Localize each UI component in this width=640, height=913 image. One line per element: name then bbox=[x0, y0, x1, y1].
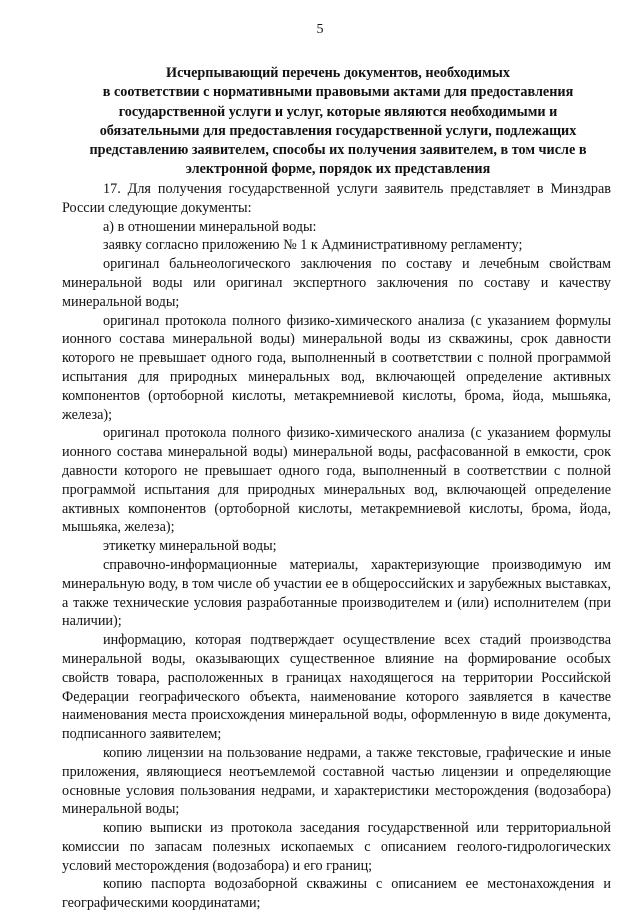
page-number: 5 bbox=[316, 22, 324, 37]
paragraph: оригинал протокола полного физико-химического анализа (с указанием формулы ионного состава минеральной воды) минеральной воды из скважины, срок давности которого не превышает одного года, выполненный в соответствии с полной программой испытания для природных минеральных вод, включающей определение активных компонентов (ортоборной кислоты, метакремниевой кислоты, брома, йода, мышьяка, железа); bbox=[62, 312, 611, 423]
section-heading bbox=[60, 64, 616, 180]
paragraph: 17. Для получения государственной услуги заявитель представляет в Минздрав России следующие документы: bbox=[62, 181, 611, 216]
paragraph: справочно-информационные материалы, характеризующие производимую им минеральную воду, в том числе об участии ее в общероссийских и зарубежных выставках, а также технические условия разработанные производителем и (или) исполнителем (при наличии); bbox=[62, 556, 611, 630]
heading-line: в соответствии с нормативными правовыми актами для предоставления bbox=[102, 84, 574, 101]
document-body bbox=[62, 180, 611, 913]
heading-line: электронной форме, порядок их представления bbox=[185, 161, 491, 178]
paragraph: а) в отношении минеральной воды: bbox=[103, 218, 317, 235]
heading-line: Исчерпывающий перечень документов, необходимых bbox=[166, 65, 510, 81]
paragraph: копию паспорта водозаборной скважины с описанием ее местонахождения и географическими координатами; bbox=[62, 876, 611, 912]
heading-line: обязательными для предоставления государственной услуги, подлежащих bbox=[99, 122, 577, 139]
heading-line: государственной услуги и услуг, которые являются необходимыми и bbox=[118, 103, 558, 120]
paragraph: копию лицензии на пользование недрами, а также текстовые, графические и иные приложения, являющиеся неотъемлемой составной частью лицензии и определяющие основные условия пользования недрами, и характеристики месторождения (водозабора) минеральной воды; bbox=[62, 744, 611, 818]
paragraph: заявку согласно приложению № 1 к Административному регламенту; bbox=[103, 237, 523, 254]
heading-line: представлению заявителем, способы их получения заявителем, в том числе в bbox=[89, 142, 587, 159]
paragraph: информацию, которая подтверждает осуществление всех стадий производства минеральной воды, оказывающих существенное влияние на формирование особых свойств товара, расположенных в границах находящегося на территории Российской Федерации географического объекта, наименование которого заявляется в качестве наименования места происхождения минеральной воды, оформленную в виде документа, подписанного заявителем; bbox=[62, 632, 611, 743]
paragraph: копию выписки из протокола заседания государственной или территориальной комиссии по запасам полезных ископаемых с описанием геолого-гидрологических условий месторождения (водозабора) и его границ; bbox=[62, 820, 611, 874]
paragraph: оригинал протокола полного физико-химического анализа (с указанием формулы ионного состава минеральной воды) минеральной воды, расфасованной в емкости, срок давности которого не превышает одного года, выполненный в соответствии с полной программой испытания для природных минеральных вод, включающей определение активных компонентов (ортоборной кислоты, метакремниевой кислоты, брома, йода, мышьяка, железа); bbox=[62, 425, 611, 536]
paragraph: оригинал бальнеологического заключения по составу и лечебным свойствам минеральной воды или оригинал экспертного заключения по составу и качеству минеральной воды; bbox=[62, 256, 611, 310]
paragraph: этикетку минеральной воды; bbox=[103, 538, 277, 555]
